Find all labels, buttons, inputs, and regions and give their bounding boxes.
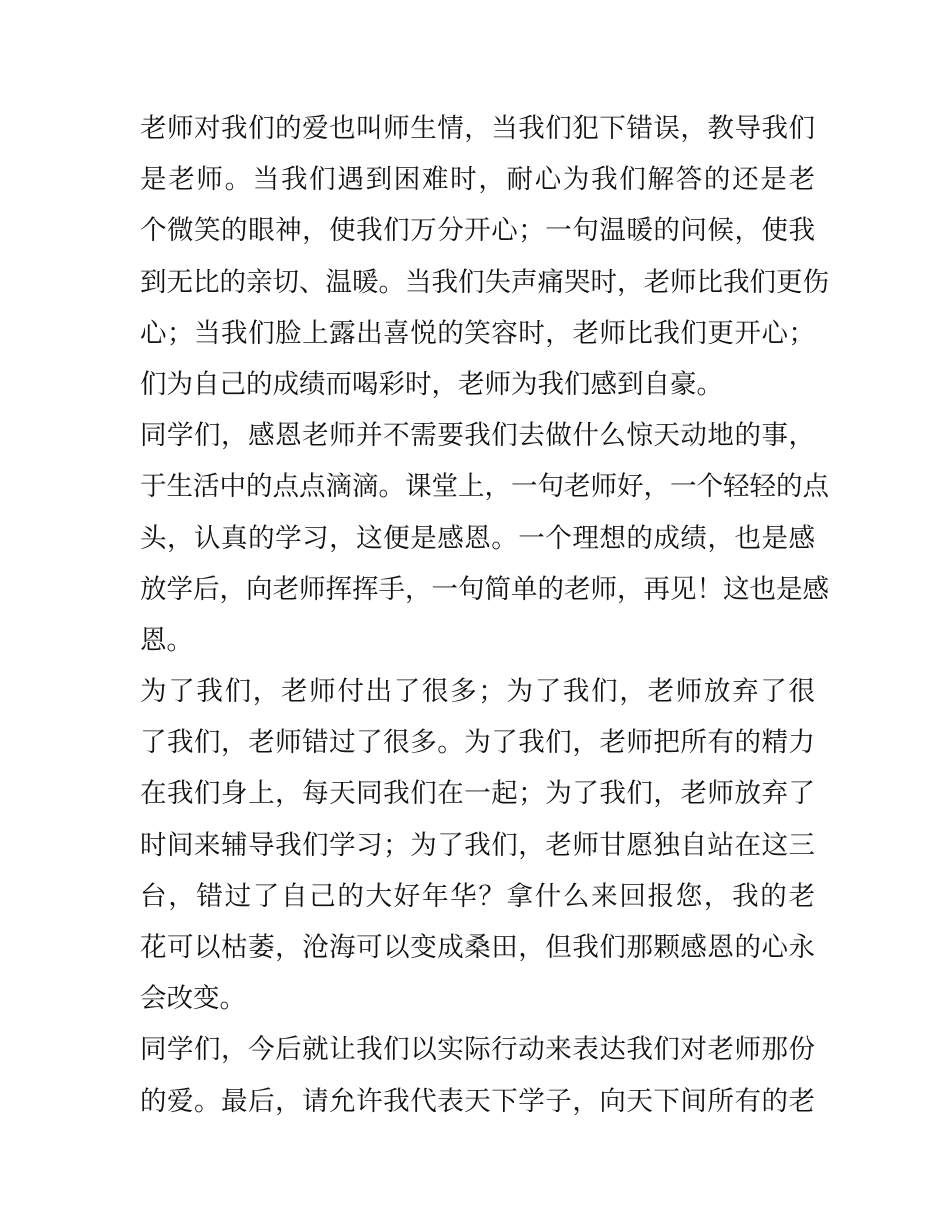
paragraph	[140, 410, 829, 666]
document-body	[140, 103, 829, 1127]
text-line: 了我们，老师错过了很多。为了我们，老师把所有的精力	[140, 727, 815, 759]
text-line: 的爱。最后，请允许我代表天下学子，向天下间所有的老	[140, 1085, 815, 1117]
text-line: 在我们身上，每天同我们在一起；为了我们，老师放弃了	[140, 778, 815, 810]
text-line: 同学们，今后就让我们以实际行动来表达我们对老师那份	[140, 1034, 815, 1066]
text-line: 花可以枯萎，沧海可以变成桑田，但我们那颗感恩的心永	[140, 932, 815, 963]
text-line: 老师对我们的爱也叫师生情，当我们犯下错误，教导我们	[140, 113, 815, 144]
text-line: 心；当我们脸上露出喜悦的笑容时，老师比我们更开心；	[140, 317, 815, 349]
text-line: 为了我们，老师付出了很多；为了我们，老师放弃了很	[140, 676, 815, 708]
text-line: 台，错过了自己的大好年华？拿什么来回报您，我的老	[140, 880, 815, 912]
text-line: 同学们，感恩老师并不需要我们去做什么惊天动地的事，	[140, 420, 815, 452]
text-line: 时间来辅导我们学习；为了我们，老师甘愿独自站在这三	[140, 829, 815, 861]
text-line: 放学后，向老师挥挥手，一句简单的老师，再见！这也是感	[140, 573, 829, 605]
paragraph	[140, 666, 815, 1024]
text-line: 到无比的亲切、温暖。当我们失声痛哭时，老师比我们更伤	[140, 266, 829, 298]
text-line: 们为自己的成绩而喝彩时，老师为我们感到自豪。	[140, 368, 723, 400]
text-line: 个微笑的眼神，使我们万分开心；一句温暖的问候，使我	[140, 215, 815, 247]
text-line: 会改变。	[140, 983, 246, 1015]
paragraph	[140, 103, 829, 410]
text-line: 是老师。当我们遇到困难时，耐心为我们解答的还是老	[140, 164, 815, 196]
text-line: 头，认真的学习，这便是感恩。一个理想的成绩，也是感	[140, 522, 815, 554]
text-line: 恩。	[140, 624, 193, 656]
paragraph	[140, 1024, 815, 1126]
text-line: 于生活中的点点滴滴。课堂上，一句老师好，一个轻轻的点	[140, 471, 829, 503]
